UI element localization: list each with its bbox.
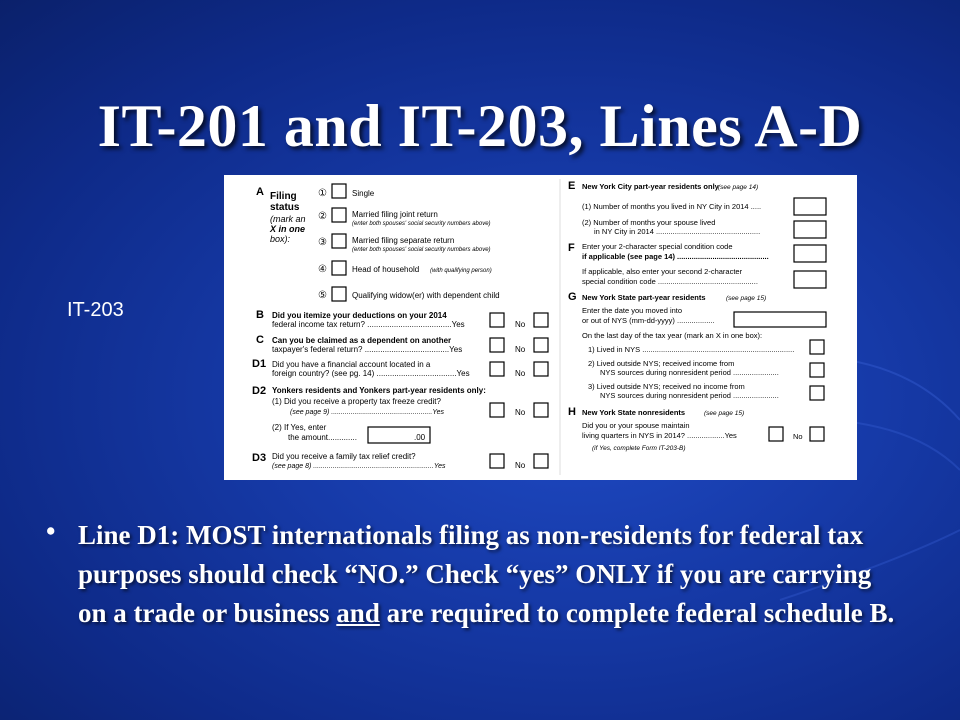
line-b-yes-checkbox[interactable] — [490, 313, 504, 327]
option-1-number: ① — [318, 188, 327, 199]
line-h-2: living quarters in NYS in 2014? ..................Yes — [582, 431, 737, 440]
line-b-no-label: No — [515, 320, 526, 329]
bullet-text-part1: Line D1: MOST internationals filing as non-residents for federal tax purposes should check “NO.” Check “yes” ONLY if you are carrying on a trade or business — [78, 520, 872, 628]
option-4-sub: (with qualifying person) — [430, 268, 492, 274]
head-of-household-checkbox[interactable] — [332, 261, 346, 275]
option-2-sub: (enter both spouses' social security numbers above) — [352, 221, 491, 227]
single-checkbox[interactable] — [332, 184, 346, 198]
line-g-o1: 1) Lived in NYS ......................................................................... — [588, 345, 795, 354]
option-3-number: ③ — [318, 237, 327, 248]
filing-status-note-1: (mark an — [270, 214, 306, 224]
line-b-letter: B — [256, 309, 264, 321]
spouse-nyc-months-field[interactable] — [794, 221, 826, 238]
line-d3-no-label: No — [515, 461, 526, 470]
line-b-text-1: Did you itemize your deductions on your 2014 — [272, 311, 447, 320]
separate-return-checkbox[interactable] — [332, 234, 346, 248]
nyc-months-field[interactable] — [794, 198, 826, 215]
line-g-letter: G — [568, 291, 577, 303]
line-g-o2b: NYS sources during nonresident period ...................... — [600, 368, 779, 377]
line-e-1: (1) Number of months you lived in NY City in 2014 ..... — [582, 202, 762, 211]
filing-status-note-3: box): — [270, 234, 291, 244]
widower-checkbox[interactable] — [332, 287, 346, 301]
line-e-letter: E — [568, 180, 576, 192]
line-g-o3a: 3) Lived outside NYS; received no income from — [588, 382, 745, 391]
form-name-label: IT-203 — [67, 299, 124, 321]
line-f-4: special condition code ................................................ — [582, 277, 758, 286]
lived-in-nys-checkbox[interactable] — [810, 340, 824, 354]
line-g-ref: (see page 15) — [726, 295, 767, 302]
line-c-text-2: taxpayer's federal return? ......................................Yes — [272, 345, 463, 354]
line-d2-no-checkbox[interactable] — [534, 403, 548, 417]
filing-status-heading-1: Filing — [270, 191, 297, 202]
line-f-3: If applicable, also enter your second 2-character — [582, 267, 743, 276]
line-h-letter: H — [568, 406, 576, 418]
line-d3-letter: D3 — [252, 452, 267, 464]
outside-nys-no-income-checkbox[interactable] — [810, 386, 824, 400]
line-c-letter: C — [256, 334, 264, 346]
line-h-3: (if Yes, complete Form IT-203-B) — [592, 445, 686, 452]
line-c-yes-checkbox[interactable] — [490, 338, 504, 352]
line-d2-text-1: Yonkers residents and Yonkers part-year residents only: — [272, 386, 486, 395]
option-5-number: ⑤ — [318, 290, 327, 301]
bullet-text — [78, 516, 906, 633]
line-h-heading: New York State nonresidents — [582, 408, 686, 417]
line-d2-yes-checkbox[interactable] — [490, 403, 504, 417]
option-4-label: Head of household — [352, 265, 420, 274]
line-d2-letter: D2 — [252, 385, 267, 397]
line-g-o2a: 2) Lived outside NYS; received income from — [588, 359, 735, 368]
line-a-letter: A — [256, 186, 264, 198]
line-h-no-label: No — [793, 432, 803, 441]
line-d2-text-5: the amount............. — [288, 433, 357, 442]
bullet-dot-icon: • — [46, 516, 56, 546]
option-3-sub: (enter both spouses' social security numbers above) — [352, 247, 491, 253]
line-c-no-checkbox[interactable] — [534, 338, 548, 352]
line-f-1: Enter your 2-character special condition code — [582, 242, 733, 251]
line-e-heading: New York City part-year residents only — [582, 182, 719, 191]
line-f-letter: F — [568, 242, 575, 254]
line-h-yes-checkbox[interactable] — [769, 427, 783, 441]
line-d3-text-1: Did you receive a family tax relief credit? — [272, 452, 416, 461]
line-b-no-checkbox[interactable] — [534, 313, 548, 327]
filing-status-heading-2: status — [270, 202, 300, 213]
second-condition-code-field[interactable] — [794, 271, 826, 288]
line-f-2: if applicable (see page 14) ............................................ — [582, 252, 769, 261]
condition-code-field[interactable] — [794, 245, 826, 262]
line-g-o3b: NYS sources during nonresident period ...................... — [600, 391, 779, 400]
line-d3-text-2: (see page 8) ..............................................................Yes — [272, 463, 446, 470]
line-e-3: in NY City in 2014 .................................................. — [594, 227, 761, 236]
line-g-1: Enter the date you moved into — [582, 306, 683, 315]
line-c-no-label: No — [515, 345, 526, 354]
slide-title: IT-201 and IT-203, Lines A-D — [97, 93, 863, 159]
move-date-field[interactable] — [734, 312, 826, 327]
tax-form-image — [224, 175, 857, 480]
line-d1-yes-checkbox[interactable] — [490, 362, 504, 376]
line-d1-letter: D1 — [252, 358, 267, 370]
line-d1-text-1: Did you have a financial account located in a — [272, 360, 431, 369]
line-g-heading: New York State part-year residents — [582, 293, 706, 302]
line-g-2: or out of NYS (mm-dd-yyyy) .................. — [582, 316, 715, 325]
line-d2-no-label: No — [515, 408, 526, 417]
line-c-text-1: Can you be claimed as a dependent on another — [272, 336, 452, 345]
line-h-1: Did you or your spouse maintain — [582, 421, 690, 430]
bullet-text-emphasis: and — [336, 598, 380, 628]
line-b-text-2: federal income tax return? ......................................Yes — [272, 320, 465, 329]
line-d1-no-label: No — [515, 369, 526, 378]
line-d3-yes-checkbox[interactable] — [490, 454, 504, 468]
line-e-2: (2) Number of months your spouse lived — [582, 218, 716, 227]
line-g-3: On the last day of the tax year (mark an X in one box): — [582, 331, 763, 340]
line-h-no-checkbox[interactable] — [810, 427, 824, 441]
joint-return-checkbox[interactable] — [332, 208, 346, 222]
bullet-text-part2: are required to complete federal schedule B. — [379, 598, 895, 628]
option-5-label: Qualifying widow(er) with dependent child — [352, 291, 500, 300]
option-4-number: ④ — [318, 264, 327, 275]
line-d2-text-3: (see page 9) ....................................................Yes — [290, 409, 445, 416]
line-e-ref: (see page 14) — [718, 184, 759, 191]
outside-nys-income-checkbox[interactable] — [810, 363, 824, 377]
bullet-point — [46, 516, 906, 633]
line-d1-text-2: foreign country? (see pg. 14) ....................................Yes — [272, 369, 470, 378]
filing-status-note-2: X in one — [270, 224, 306, 234]
line-h-ref: (see page 15) — [704, 410, 745, 417]
line-d2-text-4: (2) If Yes, enter — [272, 423, 327, 432]
option-1-label: Single — [352, 189, 375, 198]
option-3-label: Married filing separate return — [352, 236, 455, 245]
line-d3-no-checkbox[interactable] — [534, 454, 548, 468]
d2-amount-cents: .00 — [414, 433, 426, 442]
option-2-number: ② — [318, 211, 327, 222]
line-d1-no-checkbox[interactable] — [534, 362, 548, 376]
line-d2-text-2: (1) Did you receive a property tax freeze credit? — [272, 397, 441, 406]
option-2-label: Married filing joint return — [352, 210, 438, 219]
